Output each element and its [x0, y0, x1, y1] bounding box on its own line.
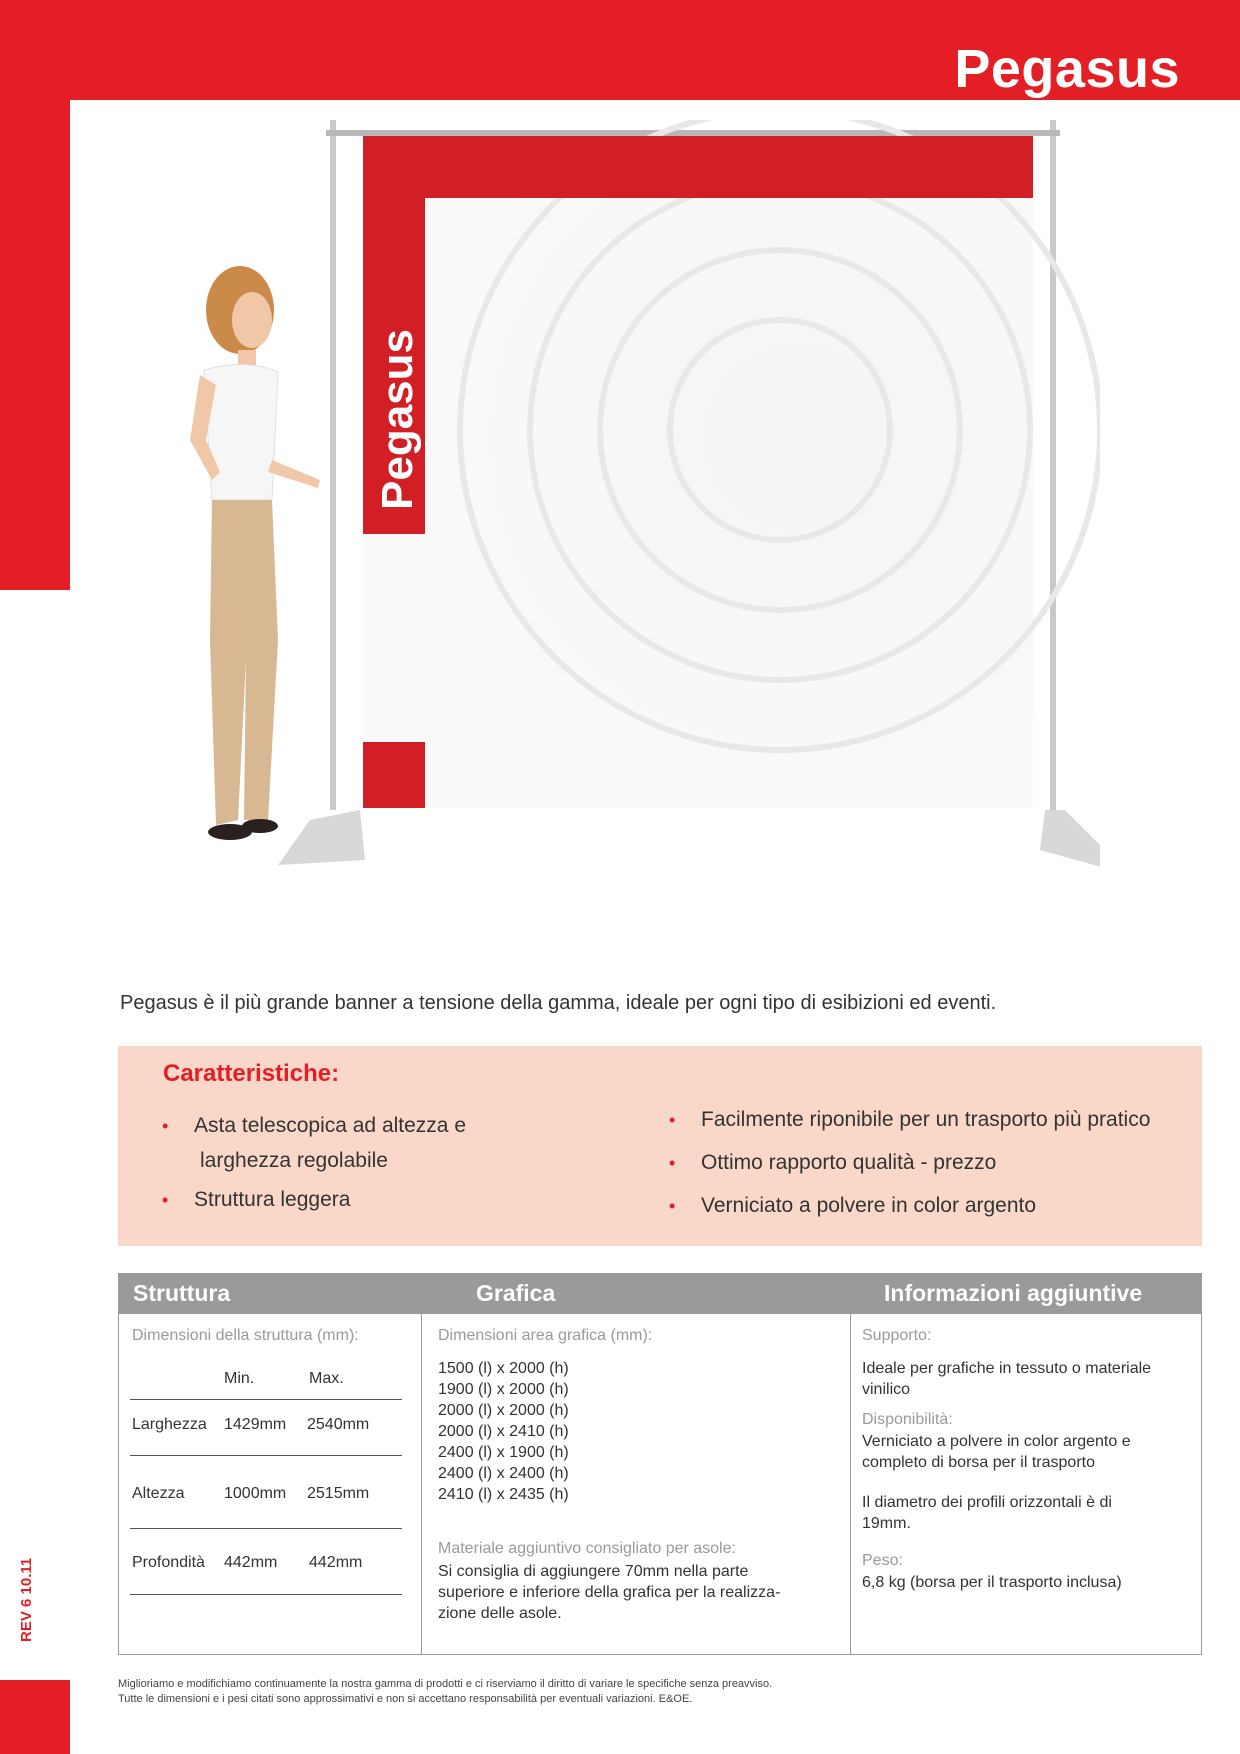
left-accent-bar-bottom: [0, 1680, 70, 1754]
grafica-label: Dimensioni area grafica (mm):: [438, 1327, 653, 1344]
feature-item: • Verniciato a polvere in color argento: [701, 1188, 1036, 1224]
left-foot: [278, 810, 365, 865]
row-max: 2515mm: [307, 1485, 370, 1502]
product-photo: [160, 120, 1100, 980]
top-bar-rod: [326, 130, 1060, 136]
extra-material-text: superiore e inferiore della grafica per la realizza-: [438, 1584, 781, 1601]
disponibilita-label: Disponibilità:: [862, 1411, 953, 1428]
left-accent-bar: [0, 0, 70, 590]
right-foot: [1040, 810, 1100, 868]
row-name: Profondità: [132, 1554, 205, 1571]
bullet-icon: •: [669, 1153, 676, 1173]
row-min: 1000mm: [224, 1485, 287, 1502]
extra-material-label: Materiale aggiuntivo consigliato per asole:: [438, 1540, 736, 1557]
supporto-text: vinilico: [862, 1381, 911, 1398]
column-divider: [421, 1314, 422, 1655]
col-min-label: Min.: [224, 1370, 255, 1387]
header-grafica: Grafica: [476, 1280, 556, 1306]
feature-item: • Asta telescopica ad altezza e: [194, 1108, 466, 1144]
spec-table-header: [119, 1274, 1201, 1314]
spec-table: [118, 1273, 1202, 1655]
struttura-label: Dimensioni della struttura (mm):: [132, 1327, 359, 1344]
bullet-icon: •: [669, 1110, 676, 1130]
disponibilita-text: completo di borsa per il trasporto: [862, 1454, 1095, 1471]
woman-figure: [190, 266, 320, 840]
graphic-size: 2000 (l) x 2410 (h): [438, 1423, 569, 1440]
col-max-label: Max.: [309, 1370, 344, 1387]
banner-red-band: [363, 136, 1033, 198]
peso-label: Peso:: [862, 1552, 903, 1569]
feature-item: • Struttura leggera: [194, 1182, 350, 1218]
left-pole: [330, 120, 336, 810]
features-box: [118, 1046, 1202, 1246]
diameter-text: Il diametro dei profili orizzontali è di: [862, 1494, 1112, 1511]
features-title: Caratteristiche:: [163, 1060, 340, 1087]
graphic-size: 2410 (l) x 2435 (h): [438, 1486, 569, 1503]
graphic-size: 2400 (l) x 2400 (h): [438, 1465, 569, 1482]
banner-logo-text: Pegasus: [373, 329, 422, 510]
bullet-icon: •: [669, 1196, 676, 1216]
feature-item: • Facilmente riponibile per un trasporto più pratico: [701, 1102, 1150, 1138]
bullet-icon: •: [162, 1116, 169, 1136]
extra-material-text: zione delle asole.: [438, 1605, 562, 1622]
peso-value: 6,8 kg (borsa per il trasporto inclusa): [862, 1574, 1122, 1591]
bullet-icon: •: [162, 1190, 169, 1210]
feature-item: • Ottimo rapporto qualità - prezzo: [701, 1145, 996, 1181]
divider: [130, 1399, 402, 1400]
row-max: 442mm: [309, 1554, 363, 1571]
column-divider: [850, 1314, 851, 1655]
row-max: 2540mm: [307, 1416, 370, 1433]
supporto-label: Supporto:: [862, 1327, 932, 1344]
divider: [130, 1455, 402, 1456]
feature-item-continuation: larghezza regolabile: [200, 1149, 388, 1172]
row-min: 442mm: [224, 1554, 278, 1571]
row-min: 1429mm: [224, 1416, 287, 1433]
row-name: Altezza: [132, 1485, 185, 1502]
revision-label: REV 6 10.11: [18, 1557, 35, 1642]
right-pole: [1050, 120, 1056, 810]
divider: [130, 1528, 402, 1529]
page-title: Pegasus: [954, 39, 1180, 99]
header-struttura: Struttura: [133, 1280, 231, 1306]
supporto-text: Ideale per grafiche in tessuto o materiale: [862, 1360, 1152, 1377]
banner-bottom-block: [363, 742, 425, 808]
diameter-text: 19mm.: [862, 1515, 911, 1532]
divider: [130, 1594, 402, 1595]
header-info: Informazioni aggiuntive: [884, 1280, 1143, 1306]
extra-material-text: Si consiglia di aggiungere 70mm nella parte: [438, 1563, 749, 1580]
row-name: Larghezza: [132, 1416, 207, 1433]
footer-disclaimer: Miglioriamo e modifichiamo continuamente la nostra gamma di prodotti e ci riserviamo il diritto di variare le specifiche senza preavviso. Tutte le dimensioni e i pesi citati sono approssimativi e non si accettano responsabilità per eventuali variazioni. E&OE.: [118, 1678, 773, 1705]
graphic-size: 1500 (l) x 2000 (h): [438, 1360, 569, 1377]
intro-text: Pegasus è il più grande banner a tensione della gamma, ideale per ogni tipo di esibizioni ed eventi.: [120, 992, 997, 1014]
disponibilita-text: Verniciato a polvere in color argento e: [862, 1433, 1131, 1450]
graphic-size: 2400 (l) x 1900 (h): [438, 1444, 569, 1461]
graphic-size: 2000 (l) x 2000 (h): [438, 1402, 569, 1419]
graphic-size: 1900 (l) x 2000 (h): [438, 1381, 569, 1398]
